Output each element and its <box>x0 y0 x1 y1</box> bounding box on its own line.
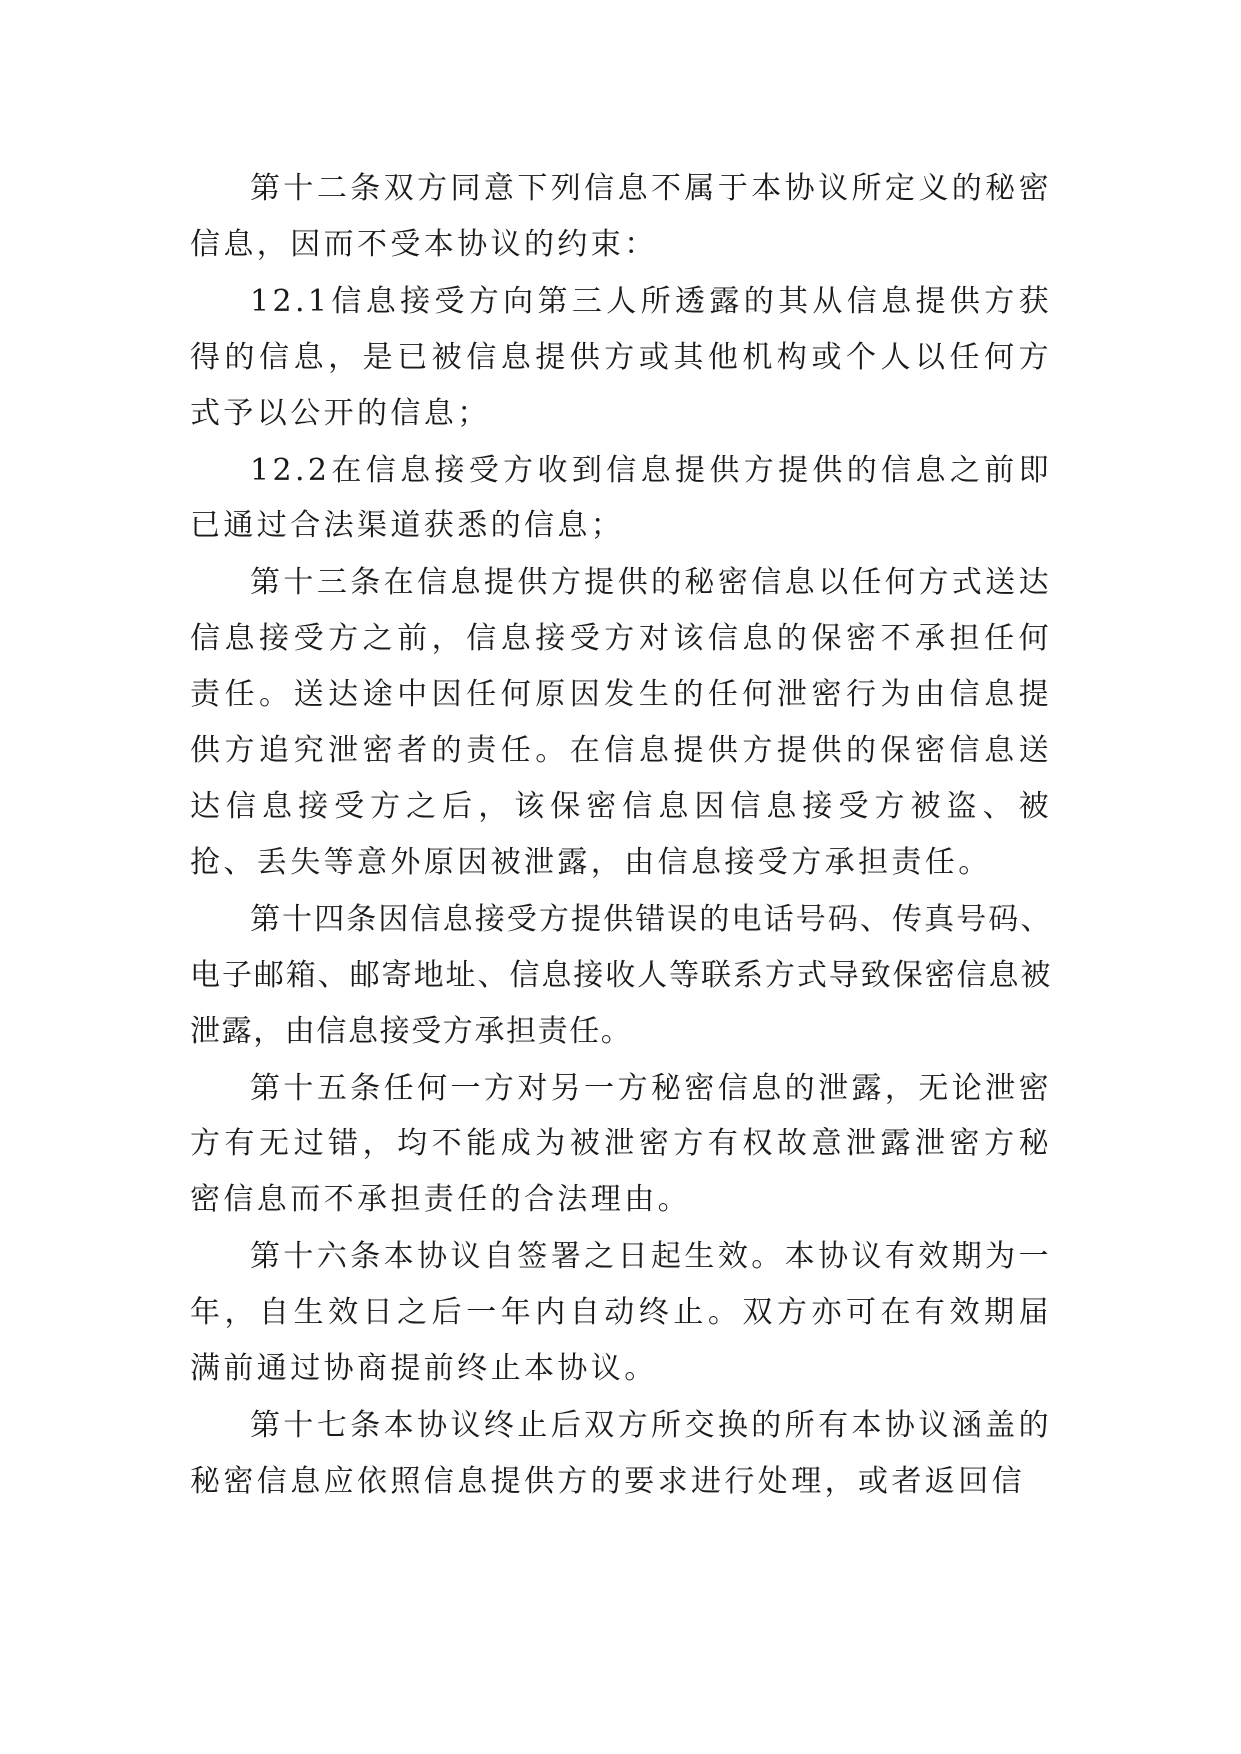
clause-17: 第十七条本协议终止后双方所交换的所有本协议涵盖的秘密信息应依照信息提供方的要求进行处理，或者返回信 <box>190 1407 1052 1499</box>
clause-12: 第十二条双方同意下列信息不属于本协议所定义的秘密信息，因而不受本协议的约束： <box>190 171 1052 262</box>
clause-13: 第十三条在信息提供方提供的秘密信息以任何方式送达信息接受方之前，信息接受方对该信息的保密不承担任何责任。送达途中因任何原因发生的任何泄密行为由信息提供方追究泄密者的责任。在信息提供方提供的保密信息送达信息接受方之后，该保密信息因信息接受方被盗、被抢、丢失等意外原因被泄露，由信息接受方承担责任。 <box>190 565 1052 880</box>
clause-15: 第十五条任何一方对另一方秘密信息的泄露，无论泄密方有无过错，均不能成为被泄密方有权故意泄露泄密方秘密信息而不承担责任的合法理由。 <box>190 1070 1052 1218</box>
clause-12-2: 12.2在信息接受方收到信息提供方提供的信息之前即已通过合法渠道获悉的信息； <box>190 452 1052 544</box>
document-body <box>190 161 1052 1511</box>
clause-16: 第十六条本协议自签署之日起生效。本协议有效期为一年，自生效日之后一年内自动终止。双方亦可在有效期届满前通过协商提前终止本协议。 <box>190 1239 1052 1387</box>
clause-14: 第十四条因信息接受方提供错误的电话号码、传真号码、电子邮箱、邮寄地址、信息接收人等联系方式导致保密信息被泄露，由信息接受方承担责任。 <box>190 901 1052 1049</box>
clause-12-1: 12.1信息接受方向第三人所透露的其从信息提供方获得的信息，是已被信息提供方或其他机构或个人以任何方式予以公开的信息； <box>190 283 1052 431</box>
